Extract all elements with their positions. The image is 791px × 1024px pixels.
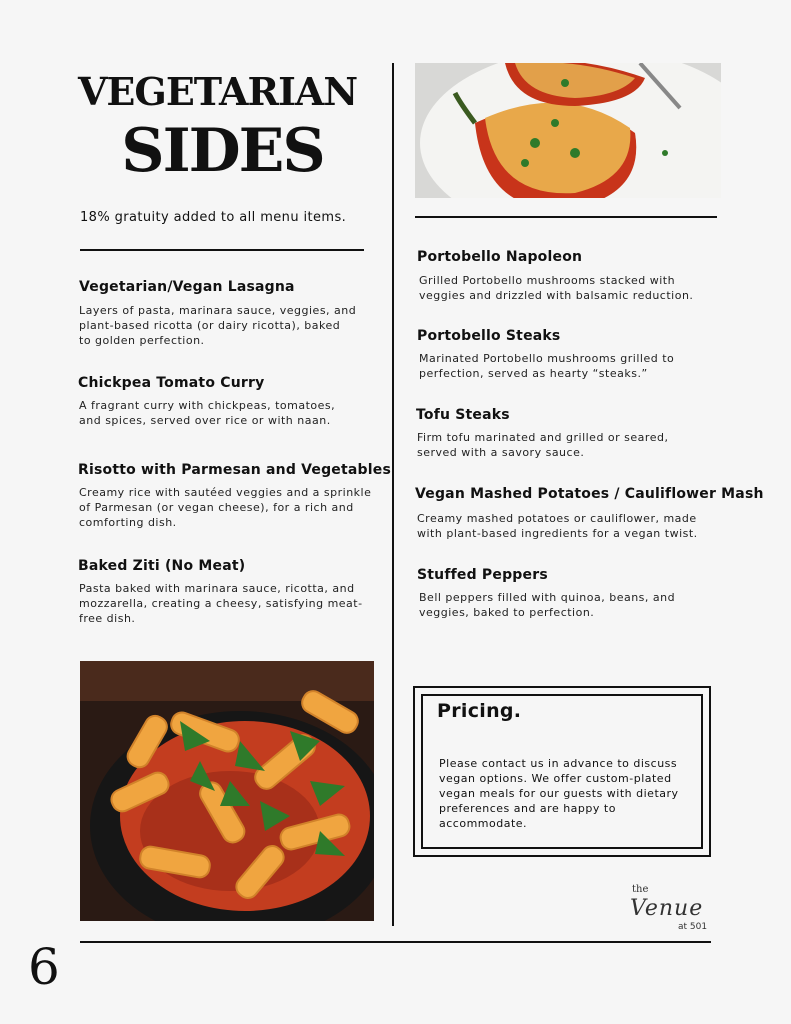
menu-item-desc: Pasta baked with marinara sauce, ricotta, and mozzarella, creating a cheesy, satisfying meat- free dish. — [79, 582, 363, 625]
logo-venue: Venue — [630, 896, 704, 921]
menu-item-desc: Creamy mashed potatoes or cauliflower, made with plant-based ingredients for a vegan twist. — [417, 512, 698, 540]
menu-item-desc: Grilled Portobello mushrooms stacked with veggies and drizzled with balsamic reduction. — [419, 274, 694, 302]
page-title-line1: VEGETARIAN — [77, 69, 358, 114]
menu-item-title: Stuffed Peppers — [417, 567, 548, 583]
menu-item-title: Risotto with Parmesan and Vegetables — [78, 462, 391, 478]
menu-item-title: Chickpea Tomato Curry — [78, 375, 265, 391]
pricing-text: Please contact us in advance to discuss vegan options. We offer custom-plated vegan meals for our guests with dietary preferences and are happy to accommodate. — [439, 757, 679, 830]
pasta-photo — [80, 661, 374, 921]
menu-item-desc: Firm tofu marinated and grilled or seared, served with a savory sauce. — [417, 431, 669, 459]
menu-item-title: Baked Ziti (No Meat) — [78, 558, 246, 574]
menu-item-title: Portobello Steaks — [417, 328, 561, 344]
pricing-title: Pricing. — [437, 700, 522, 722]
menu-item-title: Portobello Napoleon — [417, 249, 583, 265]
left-divider — [80, 249, 364, 251]
menu-item-title: Vegetarian/Vegan Lasagna — [79, 279, 295, 295]
column-divider — [392, 63, 394, 926]
menu-item-desc: Layers of pasta, marinara sauce, veggies, and plant-based ricotta (or dairy ricotta), baked to golden perfection. — [79, 304, 357, 347]
menu-item-desc: Bell peppers filled with quinoa, beans, and veggies, baked to perfection. — [419, 591, 676, 619]
page-title-line2: SIDES — [121, 116, 324, 186]
right-divider — [415, 216, 717, 218]
gratuity-note: 18% gratuity added to all menu items. — [80, 210, 347, 225]
menu-item-desc: Creamy rice with sautéed veggies and a sprinkle of Parmesan (or vegan cheese), for a rich and comforting dish. — [79, 486, 372, 529]
menu-item-title: Vegan Mashed Potatoes / Cauliflower Mash — [415, 486, 764, 502]
logo-at: at 501 — [678, 922, 708, 932]
footer-divider — [80, 941, 711, 943]
page-number: 6 — [28, 938, 60, 996]
logo-the: the — [632, 884, 649, 895]
menu-item-desc: Marinated Portobello mushrooms grilled to perfection, served as hearty “steaks.” — [419, 352, 675, 380]
venue-logo — [620, 880, 720, 940]
menu-item-title: Tofu Steaks — [416, 407, 510, 423]
menu-item-desc: A fragrant curry with chickpeas, tomatoes, and spices, served over rice or with naan. — [79, 399, 336, 427]
stuffed-pepper-photo — [415, 63, 721, 198]
